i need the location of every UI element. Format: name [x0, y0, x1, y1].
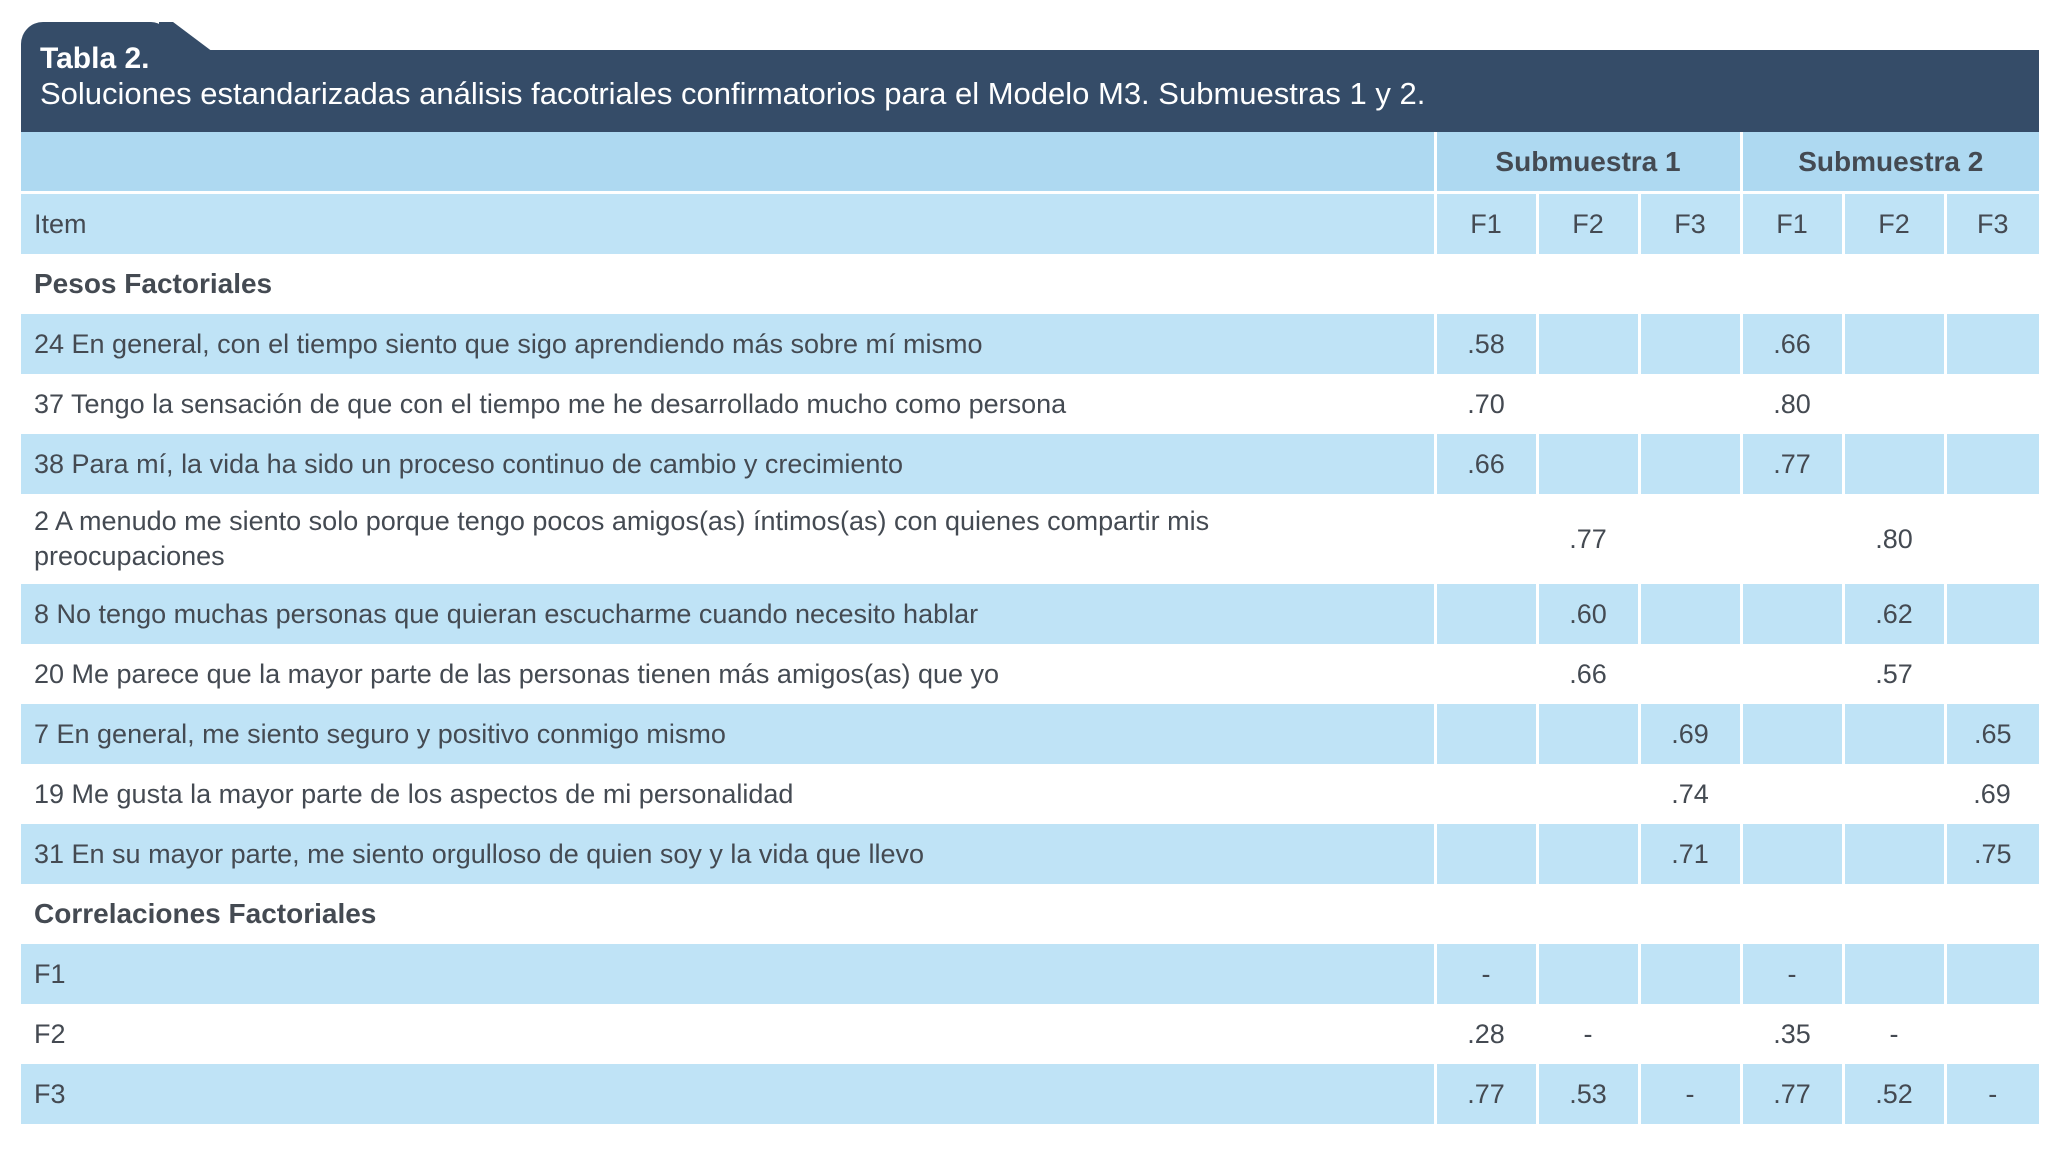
section-title: Pesos Factoriales [34, 268, 273, 299]
value-cell [1639, 434, 1741, 494]
value-cell [1945, 434, 2039, 494]
value-cell [1537, 434, 1639, 494]
table-row [21, 764, 2039, 824]
header-tab-slope [159, 22, 213, 52]
value-cell [1843, 314, 1945, 374]
row-label: 20 Me parece que la mayor parte de las personas tienen más amigos(as) que yo [34, 658, 1000, 689]
value-cell: .69 [1639, 704, 1741, 764]
value-cell: .77 [1569, 523, 1607, 554]
column-header-factor: F1 [1741, 193, 1843, 255]
value-cell [1945, 494, 2039, 584]
group-header-submuestra-2 [1741, 132, 2039, 193]
value-cell [1537, 704, 1639, 764]
column-header-item: Item [21, 193, 1435, 255]
table-row [21, 374, 2039, 434]
row-label: 2 A menudo me siento solo porque tengo pocos amigos(as) íntimos(as) con quienes compartir mis preocupaciones [34, 506, 1210, 571]
value-cell: .77 [1741, 1064, 1843, 1124]
value-cell [1741, 764, 1843, 824]
row-label: 38 Para mí, la vida ha sido un proceso continuo de cambio y crecimiento [34, 448, 903, 479]
table-row [21, 494, 2039, 584]
value-cell [1537, 824, 1639, 884]
row-label-cell [21, 584, 1435, 644]
column-header-factor: F3 [1639, 193, 1741, 255]
value-cell [1945, 584, 2039, 644]
value-cell [1945, 374, 2039, 434]
table-row [21, 314, 2039, 374]
value-cell [1843, 374, 1945, 434]
group-label: Submuestra 1 [1495, 145, 1681, 177]
value-cell: .80 [1773, 388, 1811, 419]
value-cell [1435, 764, 1537, 824]
value-cell: - [1741, 944, 1843, 1004]
value-cell [1945, 644, 2039, 704]
table-row [21, 824, 2039, 884]
row-label: F2 [34, 1018, 66, 1049]
value-cell [1741, 494, 1843, 584]
value-cell [1945, 314, 2039, 374]
value-cell: .58 [1435, 314, 1537, 374]
value-cell [1639, 944, 1741, 1004]
results-table [21, 22, 2039, 1124]
value-cell: .52 [1843, 1064, 1945, 1124]
value-cell: .60 [1537, 584, 1639, 644]
value-cell: .71 [1639, 824, 1741, 884]
row-label: 31 En su mayor parte, me siento orgulloso de quien soy y la vida que llevo [34, 838, 925, 869]
row-label-cell [21, 1064, 1435, 1124]
value-cell: .57 [1875, 658, 1913, 689]
value-cell [1639, 494, 1741, 584]
value-cell [1843, 434, 1945, 494]
table-number: Tabla 2. [40, 42, 150, 75]
value-cell [1945, 1004, 2039, 1064]
value-cell [1639, 644, 1741, 704]
row-label: F1 [34, 958, 66, 989]
group-header-submuestra-1 [1435, 132, 1741, 193]
row-label-cell [21, 764, 1435, 824]
column-header-row [21, 193, 2039, 255]
value-cell: .70 [1467, 388, 1505, 419]
value-cell: - [1639, 1064, 1741, 1124]
section-title: Correlaciones Factoriales [34, 898, 377, 929]
table-row [21, 584, 2039, 644]
row-label: 7 En general, me siento seguro y positivo conmigo mismo [34, 718, 726, 749]
section-header-cell [21, 254, 2039, 314]
value-cell: .69 [1973, 778, 2011, 809]
row-label-cell [21, 944, 1435, 1004]
value-cell: .75 [1945, 824, 2039, 884]
row-label-cell [21, 644, 1435, 704]
section-header-row [21, 254, 2039, 314]
value-cell [1741, 824, 1843, 884]
value-cell [1537, 374, 1639, 434]
value-cell: - [1945, 1064, 2039, 1124]
column-header-factor: F2 [1537, 193, 1639, 255]
value-cell [1435, 824, 1537, 884]
value-cell [1741, 584, 1843, 644]
section-header-cell [21, 884, 2039, 944]
column-header-factor: F1 [1435, 193, 1537, 255]
table-header [21, 22, 2039, 132]
table-row [21, 1004, 2039, 1064]
section-header-row [21, 884, 2039, 944]
value-cell: .74 [1671, 778, 1709, 809]
value-cell [1537, 764, 1639, 824]
table-row [21, 644, 2039, 704]
value-cell: .77 [1741, 434, 1843, 494]
group-label: Submuestra 2 [1798, 145, 1984, 177]
row-label: 24 En general, con el tiempo siento que sigo aprendiendo más sobre mí mismo [34, 328, 983, 359]
row-label-cell [21, 1004, 1435, 1064]
table-row [21, 704, 2039, 764]
value-cell [1435, 494, 1537, 584]
row-label-cell [21, 374, 1435, 434]
row-label: F3 [34, 1078, 66, 1109]
row-label: 37 Tengo la sensación de que con el tiempo me he desarrollado mucho como persona [34, 388, 1067, 419]
value-cell: .28 [1467, 1018, 1505, 1049]
value-cell: .62 [1843, 584, 1945, 644]
row-label-cell [21, 434, 1435, 494]
group-header-row [21, 132, 2039, 193]
value-cell [1639, 584, 1741, 644]
row-label-cell [21, 314, 1435, 374]
value-cell [1843, 824, 1945, 884]
group-header-spacer [21, 132, 1435, 193]
value-cell: - [1889, 1018, 1899, 1049]
row-label: 8 No tengo muchas personas que quieran escucharme cuando necesito hablar [34, 598, 979, 629]
value-cell [1945, 944, 2039, 1004]
value-cell [1639, 1004, 1741, 1064]
value-cell [1843, 944, 1945, 1004]
value-cell: .65 [1945, 704, 2039, 764]
row-label: 19 Me gusta la mayor parte de los aspectos de mi personalidad [34, 778, 794, 809]
value-cell [1639, 374, 1741, 434]
value-cell: .35 [1773, 1018, 1811, 1049]
value-cell: .66 [1741, 314, 1843, 374]
row-label-cell [21, 494, 1435, 584]
value-cell: .77 [1435, 1064, 1537, 1124]
value-cell: .66 [1435, 434, 1537, 494]
value-cell [1537, 314, 1639, 374]
factor-table [21, 132, 2039, 1124]
value-cell [1843, 704, 1945, 764]
value-cell [1537, 944, 1639, 1004]
value-cell: - [1583, 1018, 1593, 1049]
table-row [21, 944, 2039, 1004]
value-cell [1435, 584, 1537, 644]
table-row [21, 1064, 2039, 1124]
value-cell: .66 [1569, 658, 1607, 689]
value-cell: - [1435, 944, 1537, 1004]
value-cell: .80 [1875, 523, 1913, 554]
value-cell [1639, 314, 1741, 374]
column-header-factor: F3 [1945, 193, 2039, 255]
row-label-cell [21, 824, 1435, 884]
row-label-cell [21, 704, 1435, 764]
value-cell [1435, 704, 1537, 764]
value-cell [1843, 764, 1945, 824]
column-header-factor: F2 [1843, 193, 1945, 255]
table-caption: Soluciones estandarizadas análisis facotriales confirmatorios para el Modelo M3. Submuestras 1 y 2. [40, 76, 1426, 111]
value-cell: .53 [1537, 1064, 1639, 1124]
value-cell [1435, 644, 1537, 704]
value-cell [1741, 704, 1843, 764]
table-row [21, 434, 2039, 494]
value-cell [1741, 644, 1843, 704]
